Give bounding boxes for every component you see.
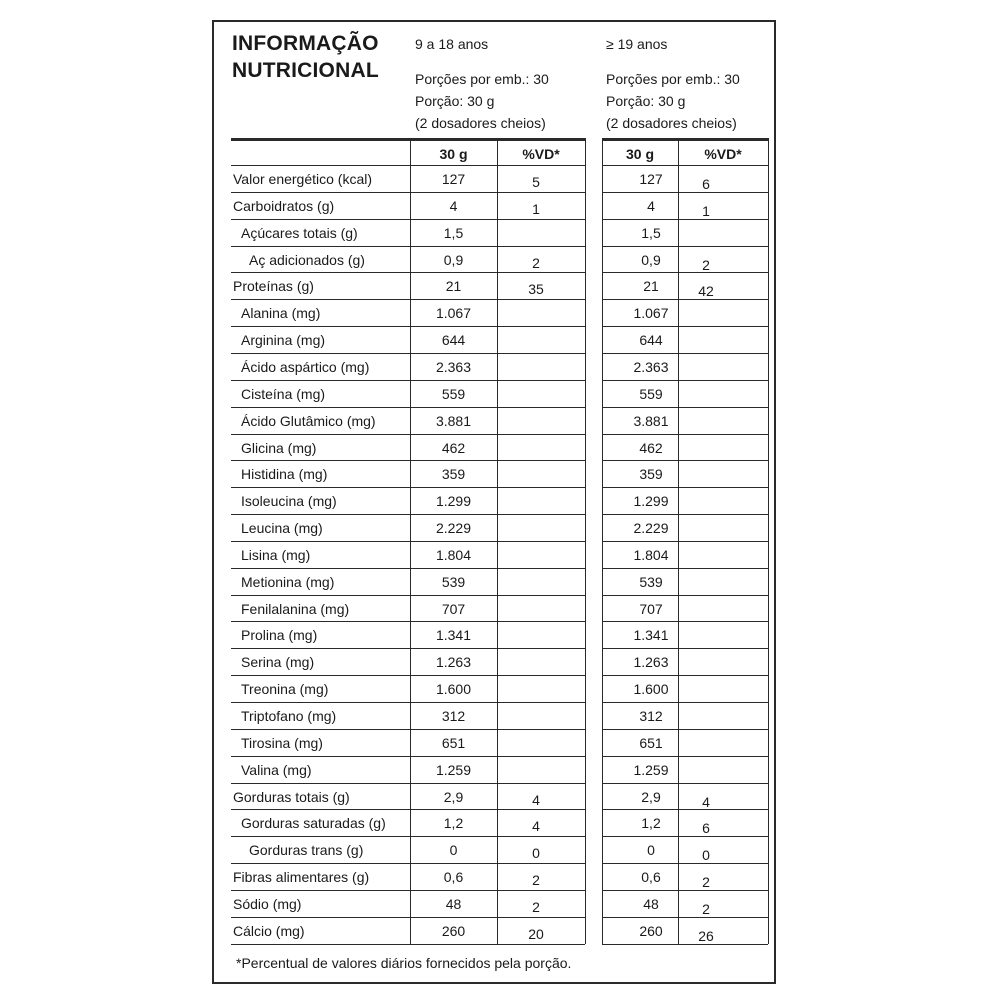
- nutrient-label: Gorduras trans (g): [249, 842, 364, 859]
- row-divider: [231, 460, 585, 461]
- row-divider: [231, 219, 585, 220]
- amount-19-plus: 644: [639, 332, 663, 349]
- amount-9-18: 21: [445, 278, 462, 295]
- row-divider: [602, 272, 768, 273]
- amount-9-18: 1.299: [435, 493, 472, 510]
- row-divider: [602, 729, 768, 730]
- row-divider: [231, 165, 585, 166]
- footnote: *Percentual de valores diários fornecidos pela porção.: [236, 955, 572, 971]
- row-divider: [231, 809, 585, 810]
- row-divider: [231, 648, 585, 649]
- nutrient-label: Fenilalanina (mg): [241, 600, 350, 617]
- nutrient-label: Açúcares totais (g): [241, 224, 358, 241]
- row-divider: [231, 299, 585, 300]
- amount-9-18: 127: [441, 171, 466, 187]
- row-divider: [231, 514, 585, 515]
- amount-19-plus: 707: [639, 600, 663, 617]
- row-divider: [231, 783, 585, 784]
- nutrient-label: Aç adicionados (g): [249, 251, 365, 268]
- nutrient-label: Isoleucina (mg): [241, 493, 337, 510]
- nutrient-label: Ácido aspártico (mg): [241, 358, 370, 375]
- row-divider: [231, 380, 585, 381]
- vd-19-plus: 2: [702, 256, 710, 273]
- title-line-1: INFORMAÇÃO: [232, 32, 379, 55]
- amount-9-18: 2.363: [435, 358, 472, 375]
- serving-measure: (2 dosadores cheios): [415, 115, 546, 131]
- row-divider: [602, 407, 768, 408]
- vd-19-plus: 2: [702, 874, 710, 891]
- row-divider: [231, 272, 585, 273]
- row-divider: [602, 756, 768, 757]
- row-divider: [602, 326, 768, 327]
- servings-per-package: Porções por emb.: 30: [606, 71, 740, 87]
- amount-9-18: 462: [441, 439, 466, 456]
- row-divider: [602, 944, 768, 945]
- amount-9-18: 260: [441, 922, 466, 939]
- amount-9-18: 1.067: [435, 305, 472, 322]
- row-divider: [602, 434, 768, 435]
- nutrient-label: Valina (mg): [241, 761, 312, 778]
- amount-19-plus: 2.229: [633, 520, 669, 537]
- amount-19-plus: 1.259: [633, 761, 669, 778]
- nutrition-title: [232, 30, 379, 84]
- row-divider: [231, 944, 585, 945]
- amount-19-plus: 312: [639, 708, 663, 724]
- vd-9-18: 5: [532, 174, 540, 190]
- group-1-age-range: 9 a 18 anos: [415, 36, 489, 52]
- nutrient-label: Histidina (mg): [241, 466, 328, 483]
- col-header-vd: %VD*: [522, 146, 560, 162]
- vd-19-plus: 1: [702, 202, 710, 219]
- amount-9-18: 1.259: [435, 761, 472, 778]
- amount-9-18: 1.600: [435, 681, 472, 698]
- amount-19-plus: 1,5: [641, 224, 661, 241]
- row-divider: [602, 890, 768, 891]
- amount-19-plus: 3.881: [633, 412, 669, 429]
- amount-19-plus: 1.804: [633, 546, 669, 563]
- row-divider: [602, 702, 768, 703]
- amount-19-plus: 651: [639, 734, 663, 751]
- vd-19-plus: 6: [702, 820, 710, 837]
- amount-9-18: 1.341: [435, 627, 472, 644]
- amount-19-plus: 1.299: [633, 493, 669, 510]
- amount-9-18: 4: [449, 197, 458, 214]
- row-divider: [231, 407, 585, 408]
- amount-9-18: 559: [441, 385, 466, 402]
- nutrient-label: Carboidratos (g): [233, 197, 335, 214]
- amount-19-plus: 0,6: [641, 869, 661, 886]
- amount-9-18: 312: [441, 708, 466, 724]
- servings-per-package: Porções por emb.: 30: [415, 71, 549, 87]
- nutrient-label: Serina (mg): [241, 654, 315, 671]
- nutrient-label: Treonina (mg): [241, 681, 329, 698]
- row-divider: [231, 192, 585, 193]
- row-divider: [231, 621, 585, 622]
- vd-19-plus: 4: [702, 793, 710, 810]
- group-1-serving-info: [415, 68, 549, 134]
- thick-rule-right: [602, 138, 768, 141]
- amount-9-18: 3.881: [435, 412, 472, 429]
- row-divider: [231, 246, 585, 247]
- vd-19-plus: 2: [702, 900, 710, 917]
- nutrient-label: Cálcio (mg): [233, 922, 305, 939]
- row-divider: [602, 192, 768, 193]
- vd-19-plus: 26: [698, 927, 714, 944]
- amount-9-18: 1.263: [435, 654, 472, 671]
- amount-19-plus: 2,9: [641, 788, 661, 805]
- row-divider: [231, 568, 585, 569]
- nutrient-label: Ácido Glutâmico (mg): [241, 412, 376, 429]
- row-divider: [602, 380, 768, 381]
- amount-9-18: 48: [445, 895, 462, 912]
- row-divider: [231, 675, 585, 676]
- amount-9-18: 0,9: [443, 251, 464, 268]
- nutrient-label: Glicina (mg): [241, 439, 317, 456]
- amount-9-18: 0: [449, 842, 458, 859]
- row-divider: [602, 353, 768, 354]
- col-header-amount: 30 g: [439, 146, 468, 162]
- row-divider: [231, 756, 585, 757]
- amount-9-18: 1,5: [443, 224, 464, 241]
- amount-19-plus: 127: [639, 171, 663, 187]
- vd-9-18: 35: [528, 281, 544, 298]
- row-divider: [602, 595, 768, 596]
- row-divider: [602, 487, 768, 488]
- amount-19-plus: 1.067: [633, 305, 669, 322]
- amount-19-plus: 359: [639, 466, 663, 483]
- serving-measure: (2 dosadores cheios): [606, 115, 737, 131]
- row-divider: [602, 675, 768, 676]
- row-divider: [231, 917, 585, 918]
- vd-19-plus: 42: [698, 283, 714, 300]
- nutrient-label: Gorduras saturadas (g): [241, 815, 386, 832]
- group-2-age-range: ≥ 19 anos: [606, 36, 668, 52]
- thick-rule-left: [231, 138, 585, 141]
- amount-19-plus: 2.363: [633, 358, 669, 375]
- amount-19-plus: 539: [639, 573, 663, 590]
- amount-9-18: 2,9: [443, 788, 464, 805]
- row-divider: [602, 165, 768, 166]
- row-divider: [602, 514, 768, 515]
- col-header-vd: %VD*: [704, 146, 742, 162]
- nutrient-label: Proteínas (g): [233, 278, 314, 295]
- nutrient-label: Leucina (mg): [241, 520, 323, 537]
- row-divider: [231, 595, 585, 596]
- vd-9-18: 4: [532, 818, 540, 835]
- vd-9-18: 0: [532, 845, 540, 862]
- amount-19-plus: 1,2: [641, 815, 661, 832]
- row-divider: [602, 863, 768, 864]
- amount-9-18: 644: [441, 332, 466, 349]
- vd-19-plus: 0: [702, 847, 710, 864]
- nutrient-label: Metionina (mg): [241, 573, 335, 590]
- serving-size: Porção: 30 g: [606, 93, 686, 109]
- row-divider: [231, 326, 585, 327]
- column-divider: [768, 138, 769, 944]
- amount-19-plus: 21: [643, 278, 659, 295]
- row-divider: [602, 246, 768, 247]
- row-divider: [602, 783, 768, 784]
- amount-19-plus: 462: [639, 439, 663, 456]
- row-divider: [231, 434, 585, 435]
- amount-9-18: 359: [441, 466, 466, 483]
- row-divider: [231, 729, 585, 730]
- nutrient-label: Sódio (mg): [233, 895, 302, 912]
- column-divider: [585, 138, 586, 944]
- group-2-serving-info: [606, 68, 740, 134]
- amount-9-18: 2.229: [435, 520, 472, 537]
- title-line-2: NUTRICIONAL: [232, 59, 379, 82]
- vd-9-18: 2: [532, 898, 540, 915]
- vd-9-18: 2: [532, 872, 540, 889]
- nutrient-label: Gorduras totais (g): [233, 788, 350, 805]
- amount-9-18: 1.804: [435, 546, 472, 563]
- vd-9-18: 20: [528, 925, 544, 942]
- amount-19-plus: 260: [639, 922, 663, 939]
- nutrient-label: Alanina (mg): [241, 305, 321, 322]
- row-divider: [602, 541, 768, 542]
- amount-19-plus: 1.263: [633, 654, 669, 671]
- nutrient-label: Cisteína (mg): [241, 385, 326, 402]
- row-divider: [602, 568, 768, 569]
- nutrient-label: Prolina (mg): [241, 627, 318, 644]
- nutrient-label: Tirosina (mg): [241, 734, 323, 751]
- row-divider: [231, 541, 585, 542]
- amount-19-plus: 1.600: [633, 681, 669, 698]
- amount-19-plus: 0,9: [641, 251, 661, 268]
- amount-19-plus: 1.341: [633, 627, 669, 644]
- row-divider: [602, 460, 768, 461]
- amount-19-plus: 0: [647, 842, 655, 859]
- amount-9-18: 539: [441, 573, 466, 590]
- amount-9-18: 651: [441, 734, 466, 751]
- row-divider: [231, 890, 585, 891]
- nutrient-label: Fibras alimentares (g): [233, 869, 370, 886]
- row-divider: [231, 863, 585, 864]
- row-divider: [231, 487, 585, 488]
- amount-19-plus: 48: [643, 895, 659, 912]
- amount-9-18: 0,6: [443, 869, 464, 886]
- row-divider: [602, 219, 768, 220]
- row-divider: [602, 809, 768, 810]
- nutrient-label: Valor energético (kcal): [233, 171, 373, 187]
- vd-9-18: 2: [532, 254, 540, 271]
- row-divider: [602, 299, 768, 300]
- amount-19-plus: 4: [647, 197, 655, 214]
- nutrient-label: Lisina (mg): [241, 546, 311, 563]
- nutrient-label: Arginina (mg): [241, 332, 326, 349]
- vd-9-18: 4: [532, 791, 540, 808]
- serving-size: Porção: 30 g: [415, 93, 495, 109]
- row-divider: [602, 836, 768, 837]
- row-divider: [602, 621, 768, 622]
- row-divider: [602, 648, 768, 649]
- row-divider: [231, 836, 585, 837]
- vd-19-plus: 6: [702, 176, 710, 192]
- row-divider: [231, 702, 585, 703]
- amount-9-18: 1,2: [443, 815, 464, 832]
- row-divider: [602, 917, 768, 918]
- row-divider: [231, 353, 585, 354]
- nutrient-label: Triptofano (mg): [241, 708, 337, 724]
- col-header-amount: 30 g: [625, 146, 654, 162]
- amount-9-18: 707: [441, 600, 466, 617]
- vd-9-18: 1: [532, 200, 540, 217]
- amount-19-plus: 559: [639, 385, 663, 402]
